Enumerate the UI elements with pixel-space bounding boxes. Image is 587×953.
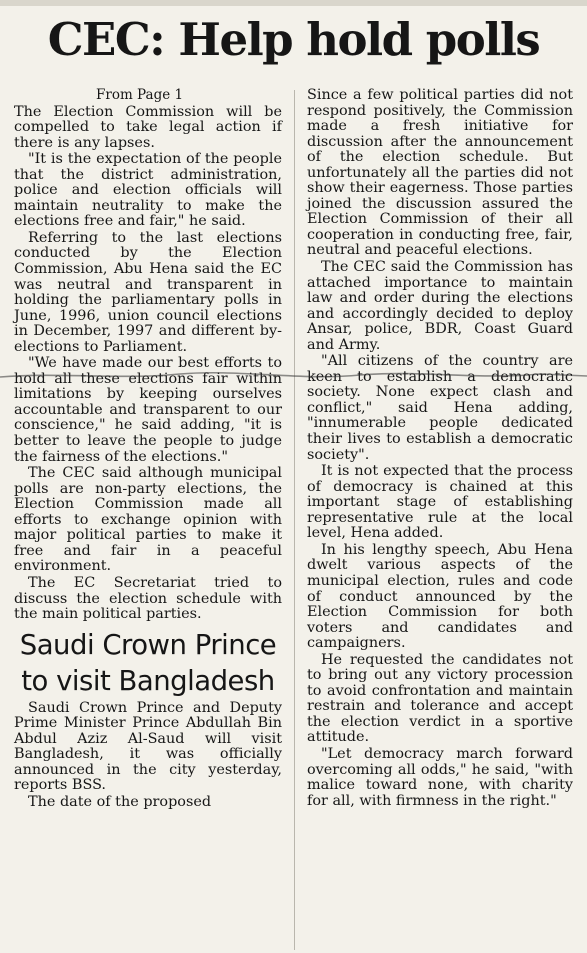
paragraph: Referring to the last elections conducted by the Election Commission, Abu Hena said the EC was neutral and transparent in holding the parliamentary polls in June, 1996, union council elections in December, 1997 and different by-elections to Parliament. <box>14 229 282 355</box>
continuation-kicker: From Page 1 <box>96 87 184 103</box>
paragraph: "We have made our best efforts to hold all these elections fair within limitations by keeping ourselves accountable and transparent to our conscience," he said adding, "it is better to leave the people to judge the fairness of the elections." <box>14 355 282 465</box>
paragraph: The date of the proposed <box>28 793 212 810</box>
paragraph: "All citizens of the country are keen to establish a democratic society. None expect clash and conflict," said Hena adding, "innumerable people dedicated their lives to establish a democratic society". <box>307 353 573 463</box>
paragraph: The Election Commission will be compelled to take legal action if there is any lapses. <box>14 103 282 151</box>
sub-headline: Saudi Crown Prince to visit Bangladesh <box>19 628 277 697</box>
left-column <box>14 88 282 810</box>
paragraph: It is not expected that the process of democracy is chained at this important stage of establishing representative rule at the local level, Hena added. <box>307 463 573 542</box>
paragraph: "Let democracy march forward overcoming all odds," he said, "with malice toward none, with charity for all, with firmness in the right." <box>307 745 573 809</box>
page-top-edge <box>0 0 587 6</box>
paragraph: Since a few political parties did not respond positively, the Commission made a fresh initiative for discussion after the announcement of the election schedule. But unfortunately all the parties did not show their eagerness. Those parties joined the discussion assured the Election Commission of their all cooperation in conducting free, fair, neutral and peaceful elections. <box>307 87 573 259</box>
paragraph: In his lengthy speech, Abu Hena dwelt various aspects of the municipal election, rules and code of conduct announced by the Election Commission for both voters and candidates and campaigners. <box>307 541 573 652</box>
paragraph: The EC Secretariat tried to discuss the election schedule with the main political parties. <box>14 574 282 623</box>
paragraph: The CEC said although municipal polls are non-party elections, the Election Commission made all efforts to exchange opinion with major political parties to make it free and fair in a peaceful environment. <box>14 465 282 575</box>
headline: CEC: Help hold polls <box>47 13 540 66</box>
paragraph: He requested the candidates not to bring out any victory procession to avoid confrontation and maintain restrain and tolerance and accept the election verdict in a sportive attitude. <box>307 651 573 746</box>
paragraph: "It is the expectation of the people that the district administration, police and election officials will maintain neutrality to make the elections free and fair," he said. <box>14 151 282 230</box>
paragraph: The CEC said the Commission has attached importance to maintain law and order during the elections and accordingly decided to deploy Ansar, police, BDR, Coast Guard and Army. <box>307 259 573 353</box>
paragraph: Saudi Crown Prince and Deputy Prime Minister Prince Abdullah Bin Abdul Aziz Al-Saud will visit Bangladesh, it was officially announced in the city yesterday, reports BSS. <box>14 699 282 794</box>
column-divider <box>294 90 295 950</box>
right-column <box>307 88 573 809</box>
